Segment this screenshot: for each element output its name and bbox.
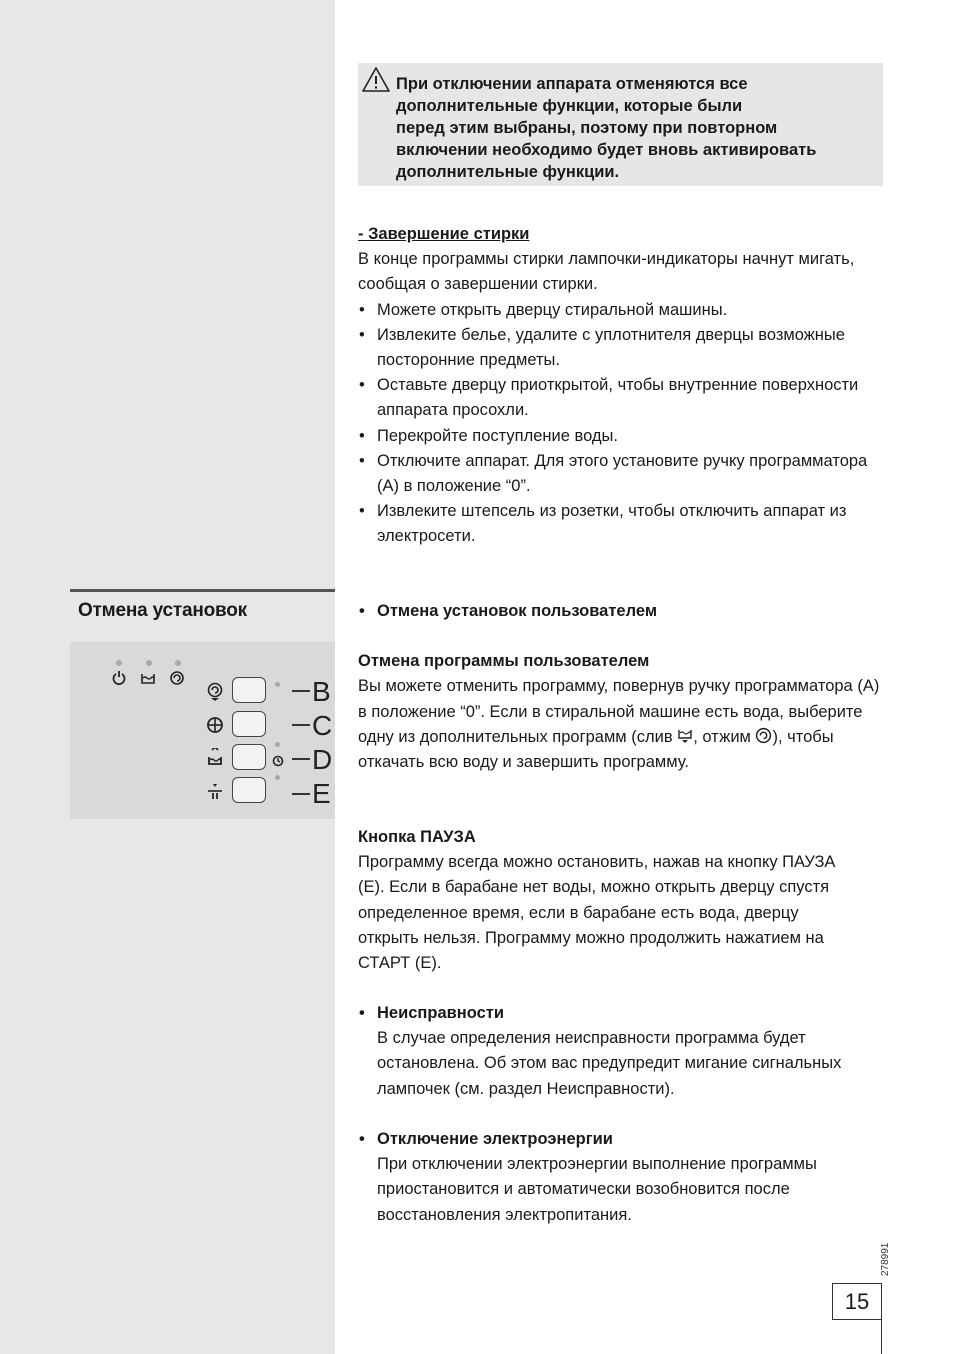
button-lamp [275,682,280,687]
option-button-c[interactable] [232,711,266,737]
cancel-section [358,599,888,775]
page-line [881,1320,882,1354]
spin-down-icon [206,682,224,702]
start-pause-icon [206,782,224,800]
option-button-b[interactable] [232,677,266,703]
power-icon [111,670,127,686]
warning-box [358,63,883,186]
cancel-subheading: Отмена программы пользователем [358,652,650,671]
drain-icon [677,727,693,744]
cancel-bullet-heading: • Отмена установок пользователем [358,599,888,624]
power-text: При отключении электроэнергии выполнение программы приостановится и автоматически возобновится после восстановления электропитания. [377,1155,817,1224]
list-item: • Извлеките белье, удалите с уплотнителя дверцы возможные посторонние предметы. [358,323,888,373]
pause-section [358,825,858,976]
indicator-lamp [146,660,152,666]
list-item: • Отключите аппарат. Для этого установите ручку программатора (A) в положение “0”. [358,449,888,499]
page-number: 15 [832,1283,882,1320]
button-lamp [275,742,280,747]
control-panel-illustration [70,642,335,819]
wash-icon [140,670,156,686]
list-item: • Можете открыть дверцу стиральной машины. [358,298,888,323]
label-c: C [312,710,333,741]
pause-heading: Кнопка ПАУЗА [358,828,476,846]
power-heading: • Отключение электроэнергии [358,1127,888,1152]
indicator-lamp [116,660,122,666]
leader-line [292,690,310,692]
drain-icon [206,748,224,768]
end-wash-heading: - Завершение стирки [358,225,530,243]
list-item: • Перекройте поступление воды. [358,424,888,449]
leader-line [292,724,310,726]
label-e: E [312,778,331,809]
button-lamp [275,775,280,780]
power-section [358,1127,888,1228]
label-d: D [312,744,333,775]
start-pause-button-e[interactable] [232,777,266,803]
leader-line [292,758,310,760]
spin-icon [755,727,772,744]
delay-icon [271,754,285,768]
list-item: • Оставьте дверцу приоткрытой, чтобы внутренние поверхности аппарата просохли. [358,373,888,423]
faults-section [358,1001,888,1102]
cancel-text: Вы можете отменить программу, повернув ручку программатора (A) в положение “0”. Если в стиральной машине есть вода, выберите одну из дополнительных программ (слив , отжим ), чтобы откачать всю воду и завершить программу. [358,677,880,772]
end-wash-section [358,222,888,550]
section-divider [70,589,335,592]
label-b: B [312,676,331,707]
indicator-lamp [175,660,181,666]
faults-heading: • Неисправности [358,1001,888,1026]
pause-text: Программу всегда можно остановить, нажав на кнопку ПАУЗА (E). Если в барабане нет воды, можно открыть дверцу спустя определенное время, если в барабане есть вода, дверцу открыть нельзя. Программу можно продолжить нажатием на СТАРТ (E). [358,853,836,973]
end-wash-intro: В конце программы стирки лампочки-индикаторы начнут мигать, сообщая о завершении стирки. [358,250,855,294]
document-code: 278991 [880,1242,891,1276]
rinse-icon [206,716,224,734]
warning-icon [361,66,391,93]
spin-icon [169,670,185,686]
option-button-d[interactable] [232,744,266,770]
list-item: • Извлеките штепсель из розетки, чтобы отключить аппарат из электросети. [358,499,888,549]
leader-line [292,793,310,795]
faults-text: В случае определения неисправности программа будет остановлена. Об этом вас предупредит мигание сигнальных лампочек (см. раздел Неисправности). [377,1029,842,1098]
end-wash-list [358,298,888,550]
warning-text: При отключении аппарата отменяются все дополнительные функции, которые были перед этим выбраны, поэтому при повторном включении необходимо будет вновь активировать дополнительные функции. [396,75,817,181]
section-title: Отмена установок [78,600,247,621]
